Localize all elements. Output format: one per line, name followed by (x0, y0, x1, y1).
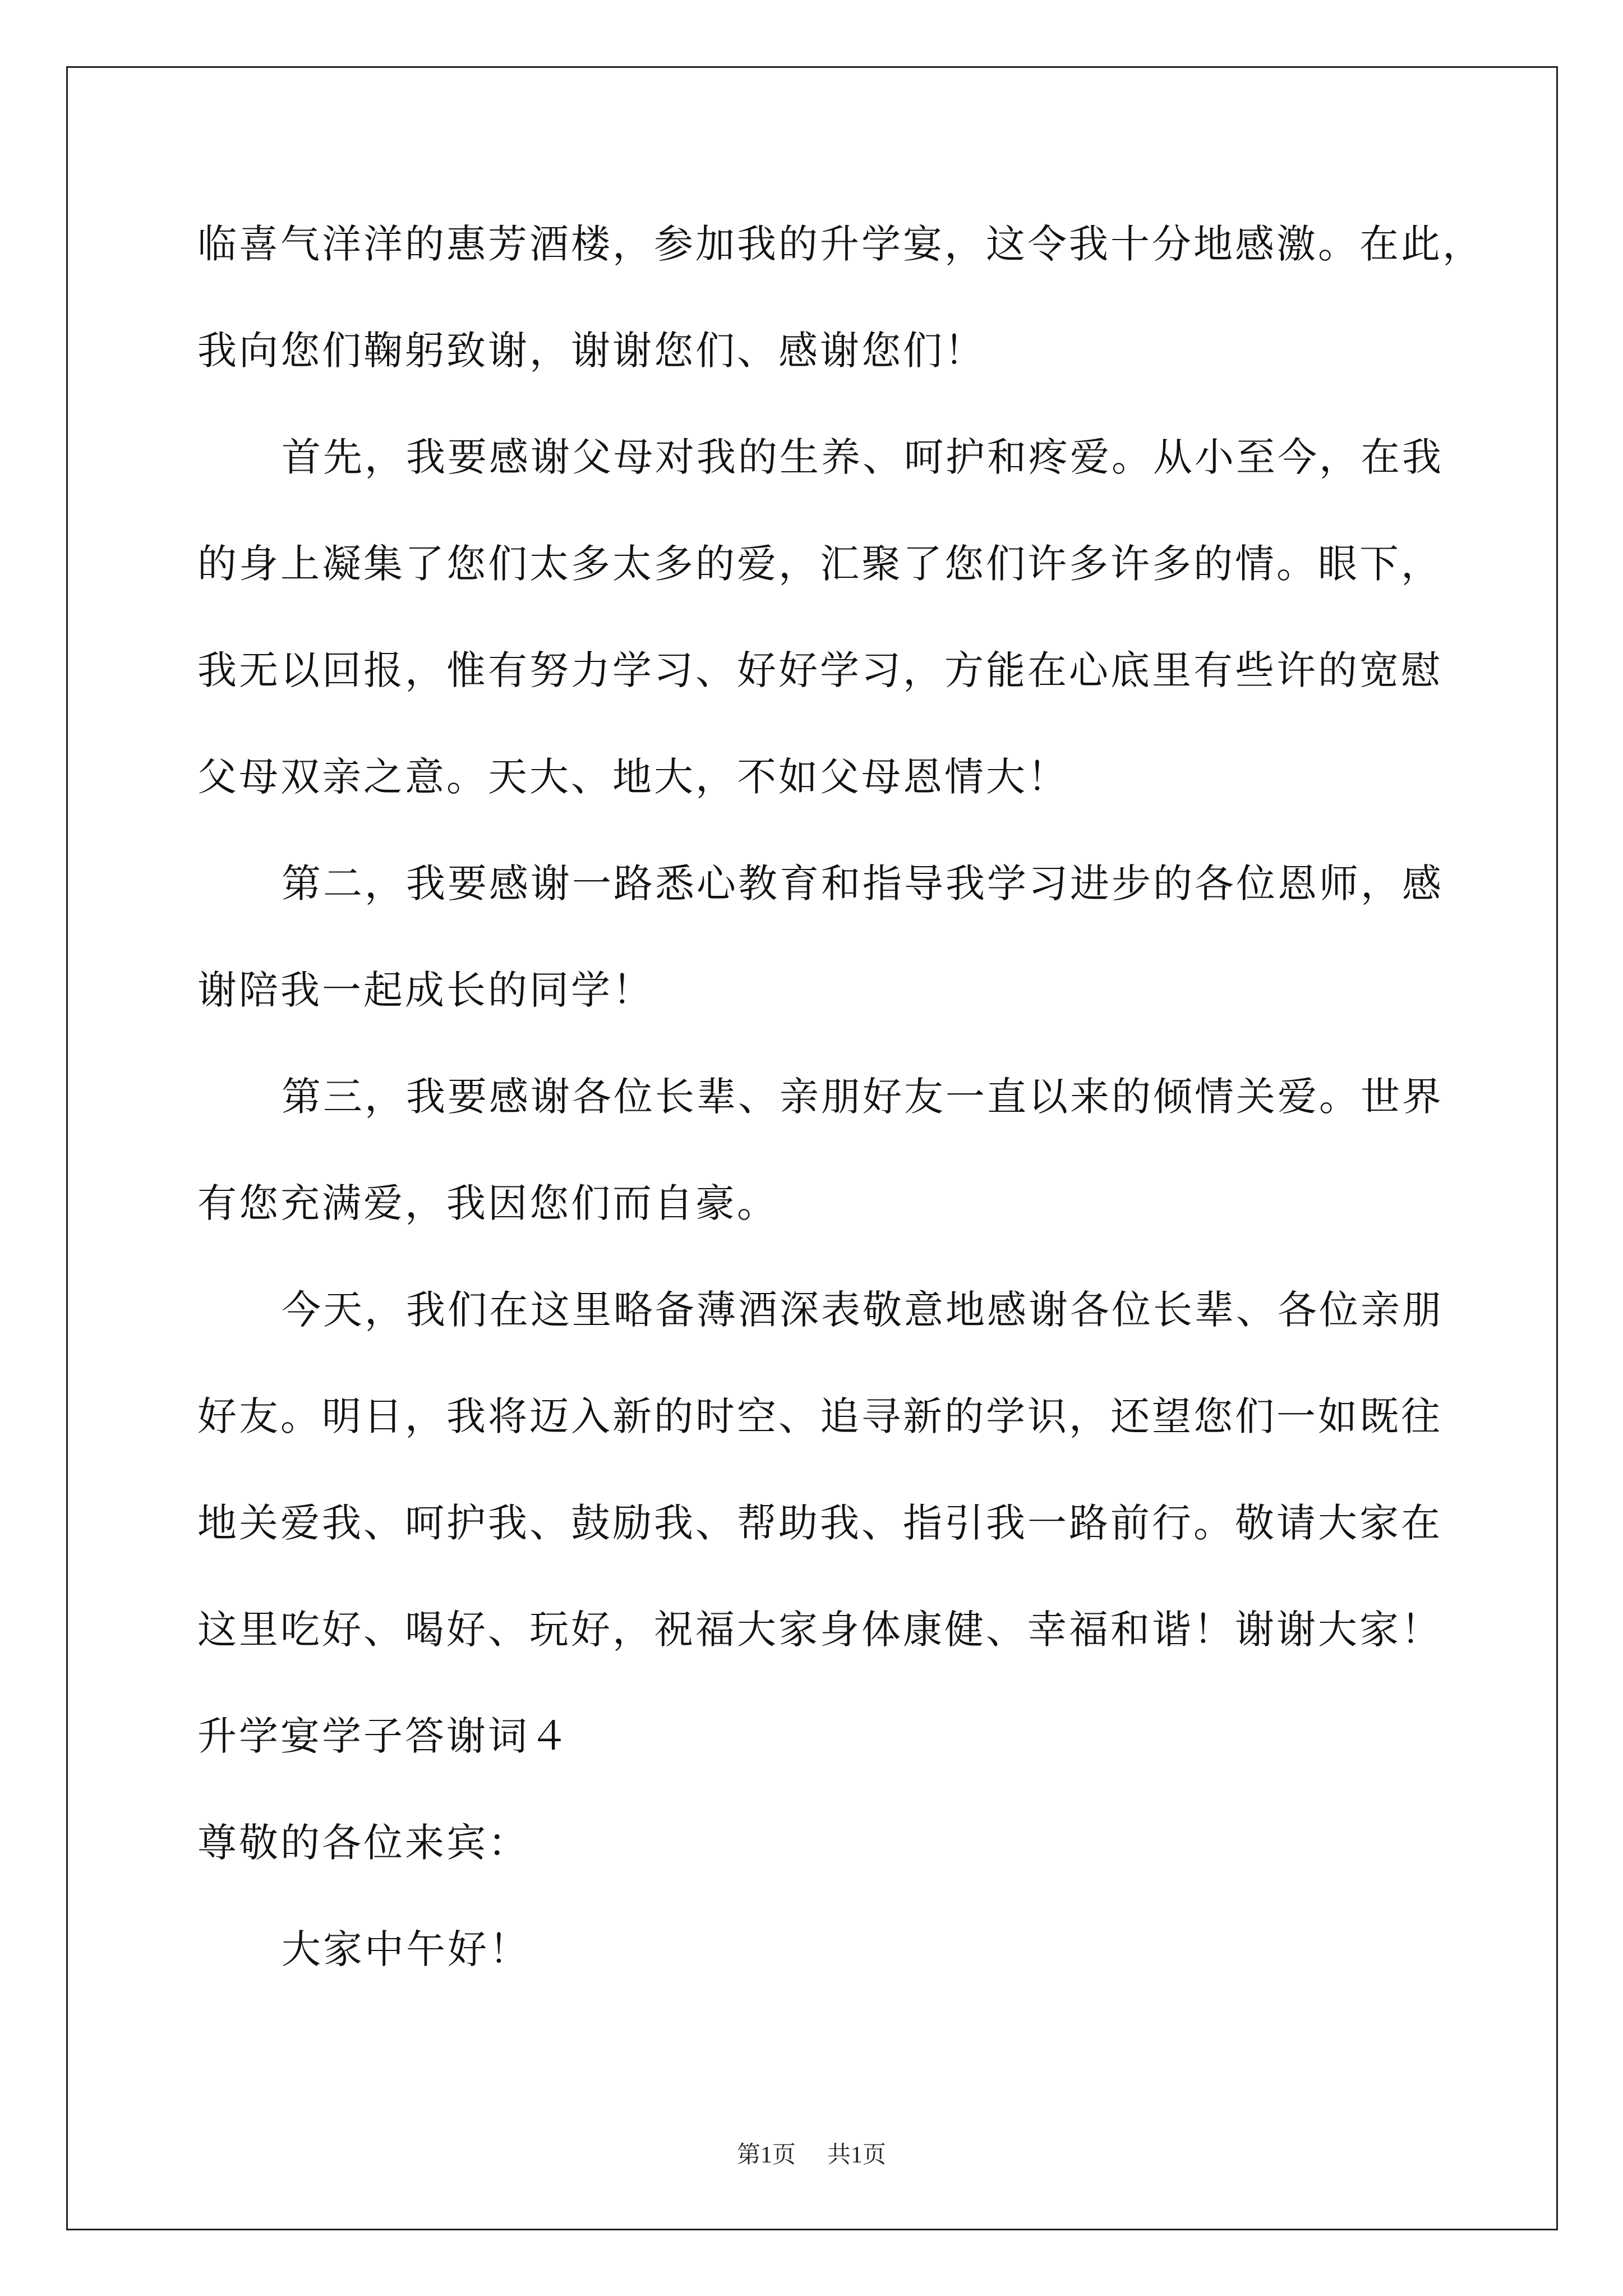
page-footer (0, 2138, 1623, 2172)
text-line: 我无以回报，惟有努力学习、好好学习，方能在心底里有些许的宽慰 (197, 647, 1442, 693)
text-line: 父母双亲之意。天大、地大，不如父母恩情大！ (197, 754, 1069, 800)
text-line: 这里吃好、喝好、玩好，祝福大家身体康健、幸福和谐！谢谢大家！ (197, 1607, 1442, 1653)
text-line: 首先，我要感谢父母对我的生养、呵护和疼爱。从小至今，在我 (282, 434, 1444, 480)
text-line: 好友。明日，我将迈入新的时空、追寻新的学识，还望您们一如既往 (197, 1393, 1442, 1439)
text-line: 地关爱我、呵护我、鼓励我、帮助我、指引我一路前行。敬请大家在 (197, 1500, 1442, 1546)
text-line: 的身上凝集了您们太多太多的爱，汇聚了您们许多许多的情。眼下， (197, 541, 1442, 587)
text-line: 谢陪我一起成长的同学！ (197, 967, 654, 1013)
text-line: 有您充满爱，我因您们而自豪。 (197, 1180, 778, 1226)
document-body (197, 191, 1484, 2003)
salutation: 尊敬的各位来宾： (197, 1820, 529, 1866)
text-line: 第三，我要感谢各位长辈、亲朋好友一直以来的倾情关爱。世界 (282, 1074, 1444, 1120)
text-line: 第二，我要感谢一路悉心教育和指导我学习进步的各位恩师，感 (282, 861, 1444, 907)
text-line: 临喜气洋洋的惠芳酒楼，参加我的升学宴，这令我十分地感激。在此， (197, 221, 1484, 267)
page-number: 第1页 (736, 2142, 796, 2168)
greeting: 大家中午好！ (282, 1926, 531, 1972)
text-line: 我向您们鞠躬致谢，谢谢您们、感谢您们！ (197, 328, 986, 374)
section-heading: 升学宴学子答谢词４ (197, 1713, 571, 1759)
text-line: 今天，我们在这里略备薄酒深表敬意地感谢各位长辈、各位亲朋 (282, 1287, 1444, 1333)
page-total: 共1页 (827, 2142, 887, 2168)
